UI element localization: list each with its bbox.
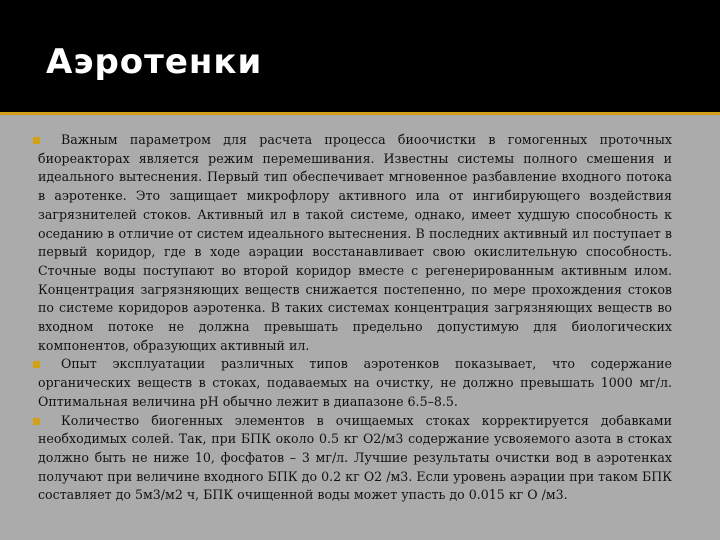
- paragraph-text: Опыт эксплуатации различных типов аэротенков показывает, что содержание органических веществ в стоках, подаваемых на очистку, не должно превышать 1000 мг/л. Оптимальная величина pH обычно лежит в диапазоне 6.5–8.5.: [38, 356, 672, 409]
- title-band: [0, 0, 720, 112]
- body-text: [38, 131, 672, 505]
- content-area: [0, 115, 720, 540]
- square-bullet-icon: [33, 137, 40, 144]
- square-bullet-icon: [33, 418, 40, 425]
- slide-title: Аэротенки: [46, 42, 263, 82]
- square-bullet-icon: [33, 361, 40, 368]
- paragraph-text: Количество биогенных элементов в очищаемых стоках корректируется добавками необходимых солей. Так, при БПК около 0.5 кг О2/м3 содержание усвояемого азота в стоках должно быть не ниже 10, фосфатов – 3 мг/л. Лучшие результаты очистки вод в аэротенках получают при величине входного БПК до 0.2 кг О2 /м3. Если уровень аэрации при таком БПК составляет до 5м3/м2 ч, БПК очищенной воды может упасть до 0.015 кг О /м3.: [38, 412, 672, 503]
- paragraph-text: Важным параметром для расчета процесса биоочистки в гомогенных проточных биореакторах является режим перемешивания. Известны системы полного смешения и идеального вытеснения. Первый тип обеспечивает мгновенное разбавление входного потока в аэротенке. Это защищает микрофлору активного ила от ингибирующего воздействия загрязнителей стоков. Активный ил в такой системе, однако, имеет худшую способность к оседанию в отличие от систем идеального вытеснения. В последних активный ил поступает в первый коридор, где в ходе аэрации восстанавливает свою окислительную способность. Сточные воды поступают во второй коридор вместе с регенерированным активным илом. Концентрация загрязняющих веществ снижается постепенно, по мере прохождения стоков по системе коридоров аэротенка. В таких системах концентрация загрязняющих веществ во входном потоке не должна превышать предельно допустимую для биологических компонентов, образующих активный ил.: [38, 132, 672, 353]
- paragraph: [38, 131, 672, 355]
- paragraph: [38, 412, 672, 506]
- paragraph: [38, 355, 672, 411]
